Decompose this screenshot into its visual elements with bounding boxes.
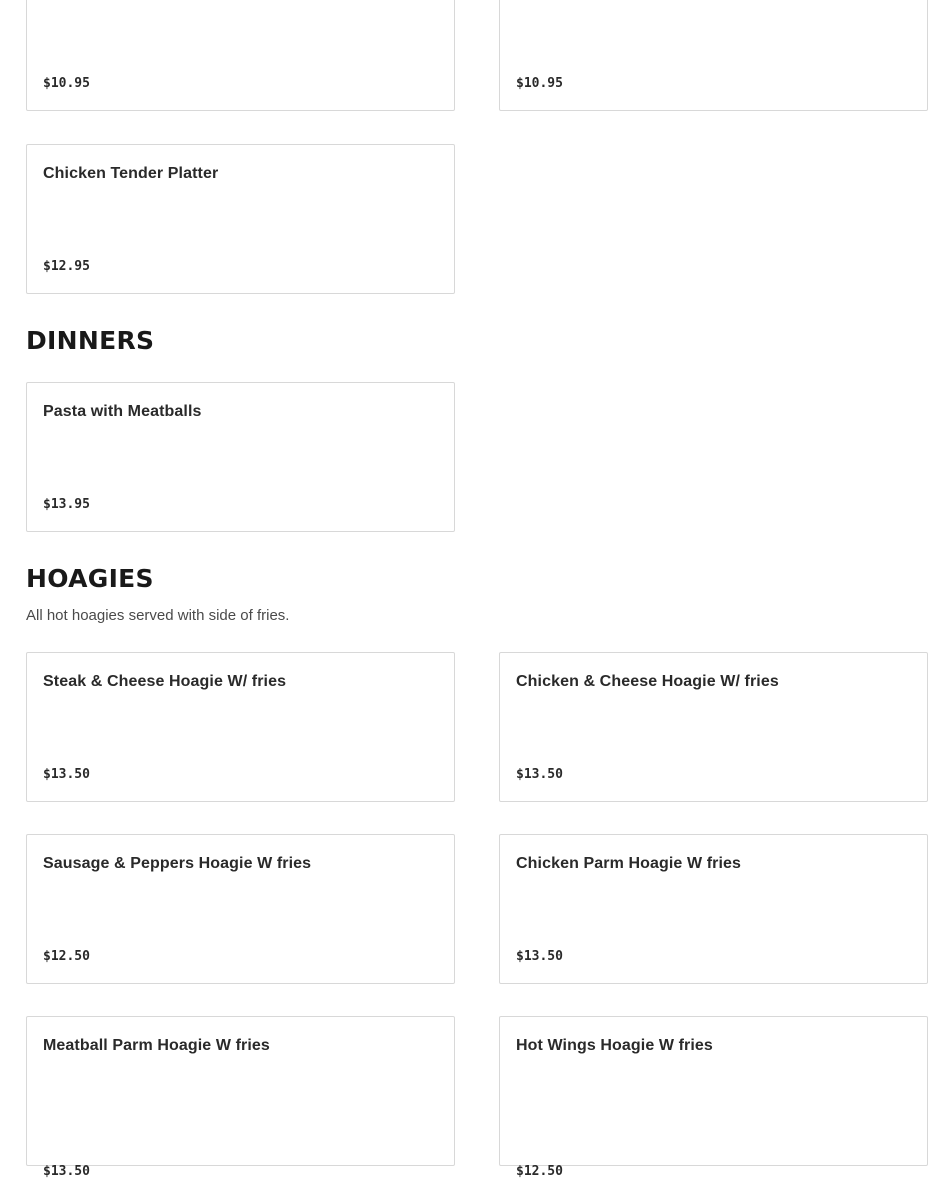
section-title-dinners: DINNERS: [26, 326, 155, 355]
menu-item-price: $10.95: [43, 76, 90, 91]
menu-item-name: Steak & Cheese Hoagie W/ fries: [43, 673, 287, 690]
menu-item-name: Chicken Parm Hoagie W fries: [516, 855, 741, 872]
menu-item-card[interactable]: [26, 0, 455, 111]
menu-item-price: $13.50: [516, 949, 563, 964]
menu-item-price: $12.50: [43, 949, 90, 964]
section-title-hoagies: HOAGIES: [26, 564, 154, 593]
menu-item-card[interactable]: [26, 834, 455, 984]
menu-item-price: $12.50: [516, 1164, 563, 1179]
menu-item-card[interactable]: [499, 652, 928, 802]
menu-item-card[interactable]: [499, 834, 928, 984]
menu-item-name: Pasta with Meatballs: [43, 403, 202, 420]
menu-item-name: Hot Wings Hoagie W fries: [516, 1037, 713, 1054]
menu-item-card[interactable]: [26, 1016, 455, 1179]
menu-item-price: $10.95: [516, 76, 563, 91]
menu-item-price: $13.50: [43, 1164, 90, 1179]
menu-item-card[interactable]: [499, 0, 928, 111]
menu-item-price: $13.95: [43, 497, 90, 512]
menu-item-name: Meatball Parm Hoagie W fries: [43, 1037, 270, 1054]
menu-item-card[interactable]: [26, 144, 455, 294]
menu-item-name: Chicken Tender Platter: [43, 165, 219, 182]
section-description: All hot hoagies served with side of fries.: [26, 607, 290, 624]
menu-item-card[interactable]: [26, 382, 455, 532]
menu-item-price: $12.95: [43, 259, 90, 274]
menu-item-card[interactable]: [499, 1016, 928, 1179]
menu-item-price: $13.50: [43, 767, 90, 782]
menu-item-name: Sausage & Peppers Hoagie W fries: [43, 855, 312, 872]
menu-item-card[interactable]: [26, 652, 455, 802]
menu-item-price: $13.50: [516, 767, 563, 782]
menu-item-name: Chicken & Cheese Hoagie W/ fries: [516, 673, 779, 690]
